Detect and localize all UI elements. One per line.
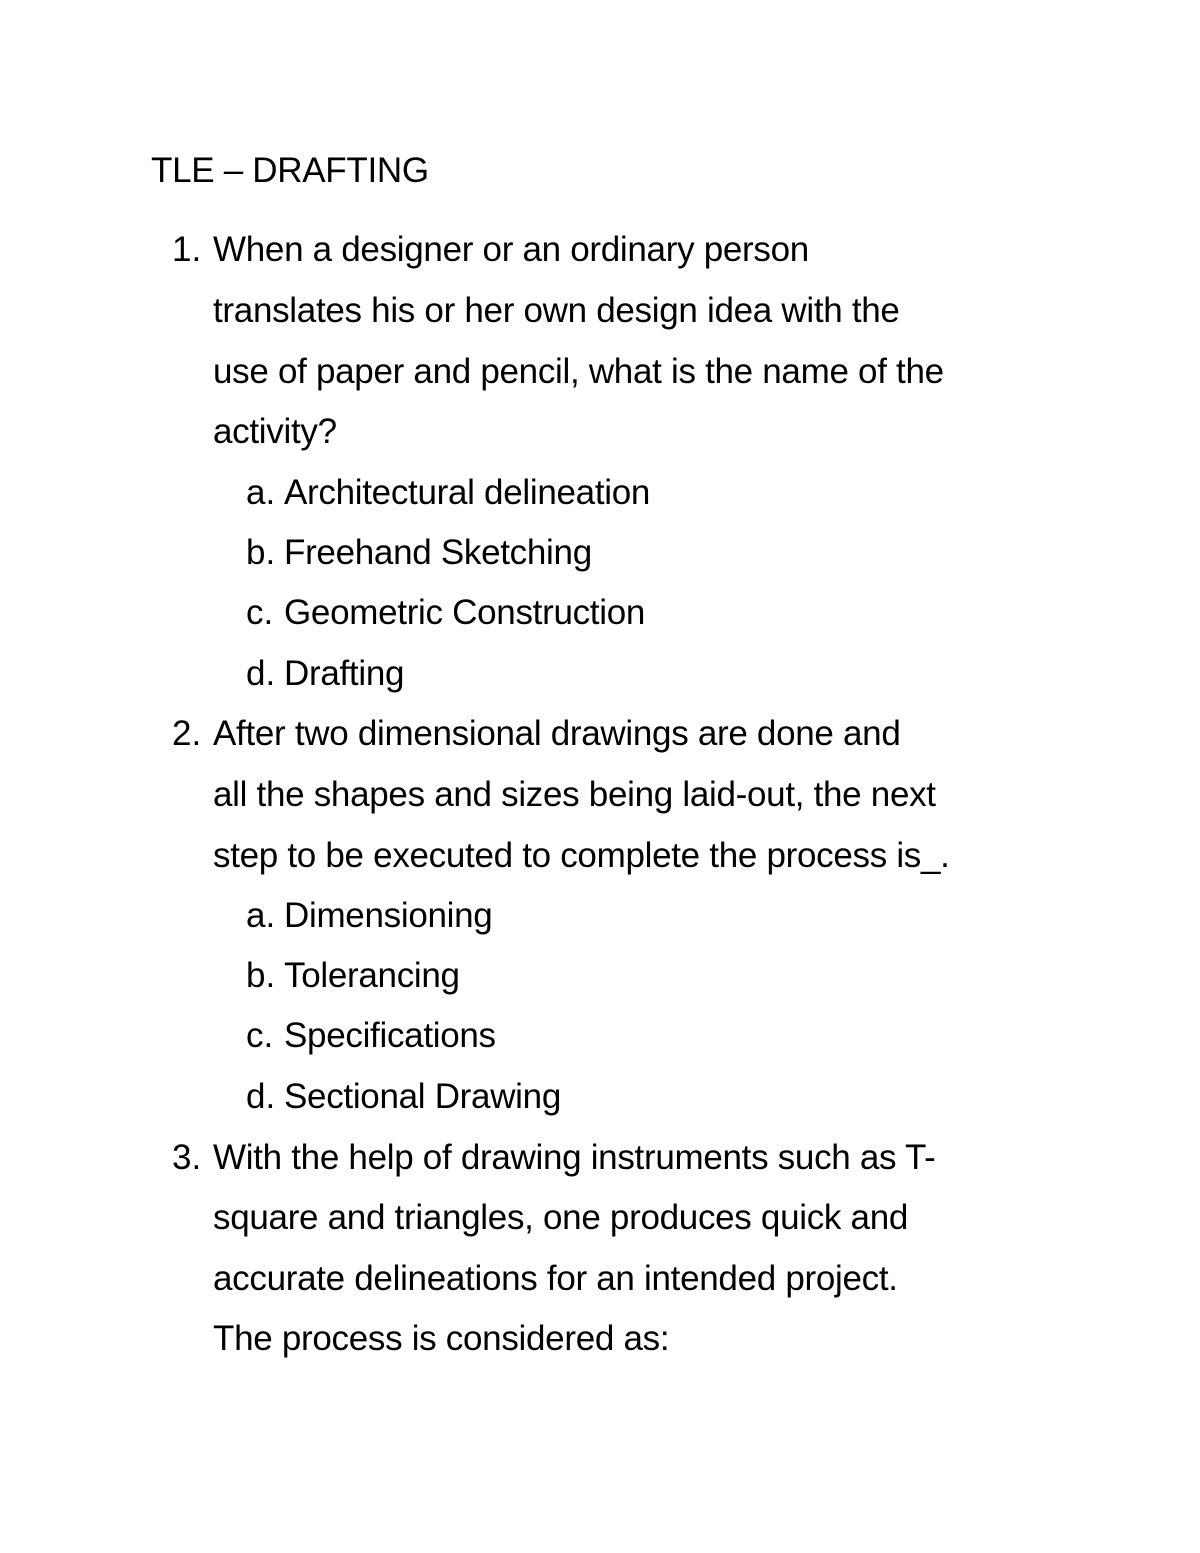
question-3-line-3: accurate delineations for an intended project. <box>213 1259 898 1298</box>
question-3-line-1: With the help of drawing instruments such as T- <box>213 1138 936 1177</box>
question-1-option-d-text: Drafting <box>284 654 405 693</box>
question-3-number: 3. <box>172 1138 202 1177</box>
question-1-line-4: activity? <box>213 412 337 451</box>
question-1-option-b-text: Freehand Sketching <box>284 533 592 572</box>
question-3-line-2: square and triangles, one produces quick and <box>213 1198 909 1237</box>
question-1-line-2: translates his or her own design idea with the <box>213 291 900 330</box>
question-1-number: 1. <box>172 230 202 269</box>
question-1-option-c-letter: c. <box>246 593 274 632</box>
question-1-option-d-letter: d. <box>246 654 276 693</box>
question-2-option-c-letter: c. <box>246 1016 274 1055</box>
question-2-option-b-letter: b. <box>246 956 276 995</box>
question-2-option-a-text: Dimensioning <box>284 896 493 935</box>
question-2-option-d-letter: d. <box>246 1077 276 1116</box>
question-2-option-c-text: Specifications <box>284 1016 496 1055</box>
question-2-line-1: After two dimensional drawings are done and <box>213 714 901 753</box>
question-3-line-4: The process is considered as: <box>213 1319 670 1358</box>
question-2-number: 2. <box>172 714 202 753</box>
question-1-option-a-letter: a. <box>246 473 276 512</box>
question-1-option-c-text: Geometric Construction <box>284 593 646 632</box>
question-1-line-3: use of paper and pencil, what is the name of the <box>213 352 944 391</box>
question-2-option-a-letter: a. <box>246 896 276 935</box>
question-2-line-3: step to be executed to complete the process is_. <box>213 836 950 875</box>
question-2-option-d-text: Sectional Drawing <box>284 1077 561 1116</box>
question-2-option-b-text: Tolerancing <box>284 956 460 995</box>
question-2-line-2: all the shapes and sizes being laid-out, the next <box>213 775 936 814</box>
question-1-line-1: When a designer or an ordinary person <box>213 230 809 269</box>
question-1-option-b-letter: b. <box>246 533 276 572</box>
document-title: TLE – DRAFTING <box>151 151 429 190</box>
question-1-option-a-text: Architectural delineation <box>284 473 651 512</box>
